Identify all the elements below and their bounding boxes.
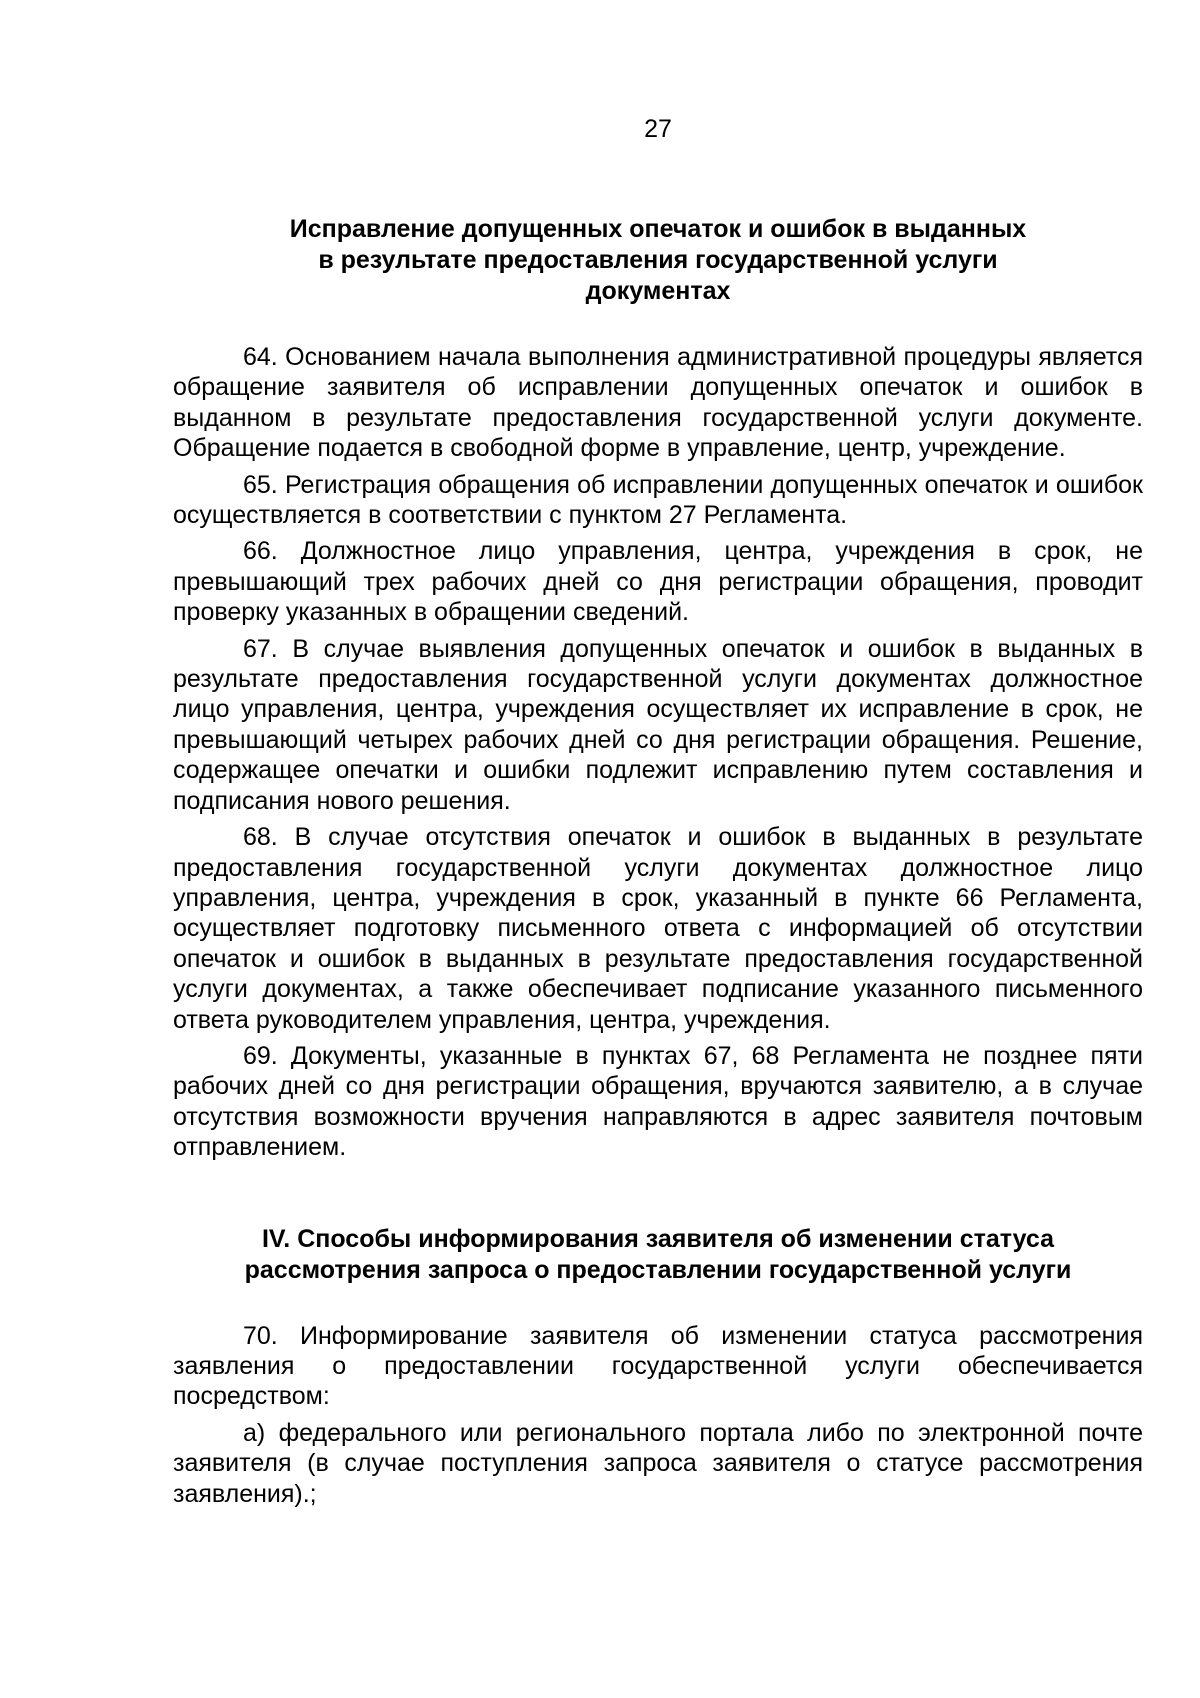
heading-line: документах [585, 277, 731, 305]
heading-line: в результате предоставления государственной услуги [318, 246, 998, 274]
section-heading-iv [173, 1224, 1143, 1286]
paragraph-69: 69. Документы, указанные в пунктах 67, 68 Регламента не позднее пяти рабочих дней со дня регистрации обращения, вручаются заявителю, а в случае отсутствия возможности вручения направляются в адрес заявителя почтовым отправлением. [173, 1041, 1143, 1162]
paragraph-67: 67. В случае выявления допущенных опечаток и ошибок в выданных в результате предоставления государственной услуги документах должностное лицо управления, центра, учреждения осуществляет их исправление в срок, не превышающий четырех рабочих дней со дня регистрации обращения. Решение, содержащее опечатки и ошибки подлежит исправлению путем составления и подписания нового решения. [173, 634, 1143, 815]
paragraph-68: 68. В случае отсутствия опечаток и ошибок в выданных в результате предоставления государственной услуги документах должностное лицо управления, центра, учреждения в срок, указанный в пункте 66 Регламента, осуществляет подготовку письменного ответа с информацией об отсутствии опечаток и ошибок в выданных в результате предоставления государственной услуги документах, а также обеспечивает подписание указанного письменного ответа руководителем управления, центра, учреждения. [173, 823, 1143, 1034]
paragraph-70-a: а) федерального или регионального портала либо по электронной почте заявителя (в случае поступления запроса заявителя о статусе рассмотрения заявления).; [173, 1418, 1143, 1508]
page-number: 27 [644, 115, 672, 143]
document-body [173, 214, 1143, 1515]
heading-line: Исправление допущенных опечаток и ошибок в выданных [289, 215, 1027, 243]
paragraph-66: 66. Должностное лицо управления, центра, учреждения в срок, не превышающий трех рабочих дней со дня регистрации обращения, проводит проверку указанных в обращении сведений. [173, 537, 1143, 627]
paragraph-70: 70. Информирование заявителя об изменении статуса рассмотрения заявления о предоставлении государственной услуги обеспечивается посредством: [173, 1321, 1143, 1411]
paragraph-65: 65. Регистрация обращения об исправлении допущенных опечаток и ошибок осуществляется в соответствии с пунктом 27 Регламента. [173, 470, 1143, 530]
heading-line: рассмотрения запроса о предоставлении государственной услуги [244, 1255, 1072, 1284]
section-heading-corrections [173, 214, 1143, 307]
heading-line: IV. Способы информирования заявителя об изменении статуса [261, 1224, 1055, 1253]
paragraph-64: 64. Основанием начала выполнения административной процедуры является обращение заявителя об исправлении допущенных опечаток и ошибок в выданном в результате предоставления государственной услуги документе. Обращение подается в свободной форме в управление, центр, учреждение. [173, 343, 1143, 463]
